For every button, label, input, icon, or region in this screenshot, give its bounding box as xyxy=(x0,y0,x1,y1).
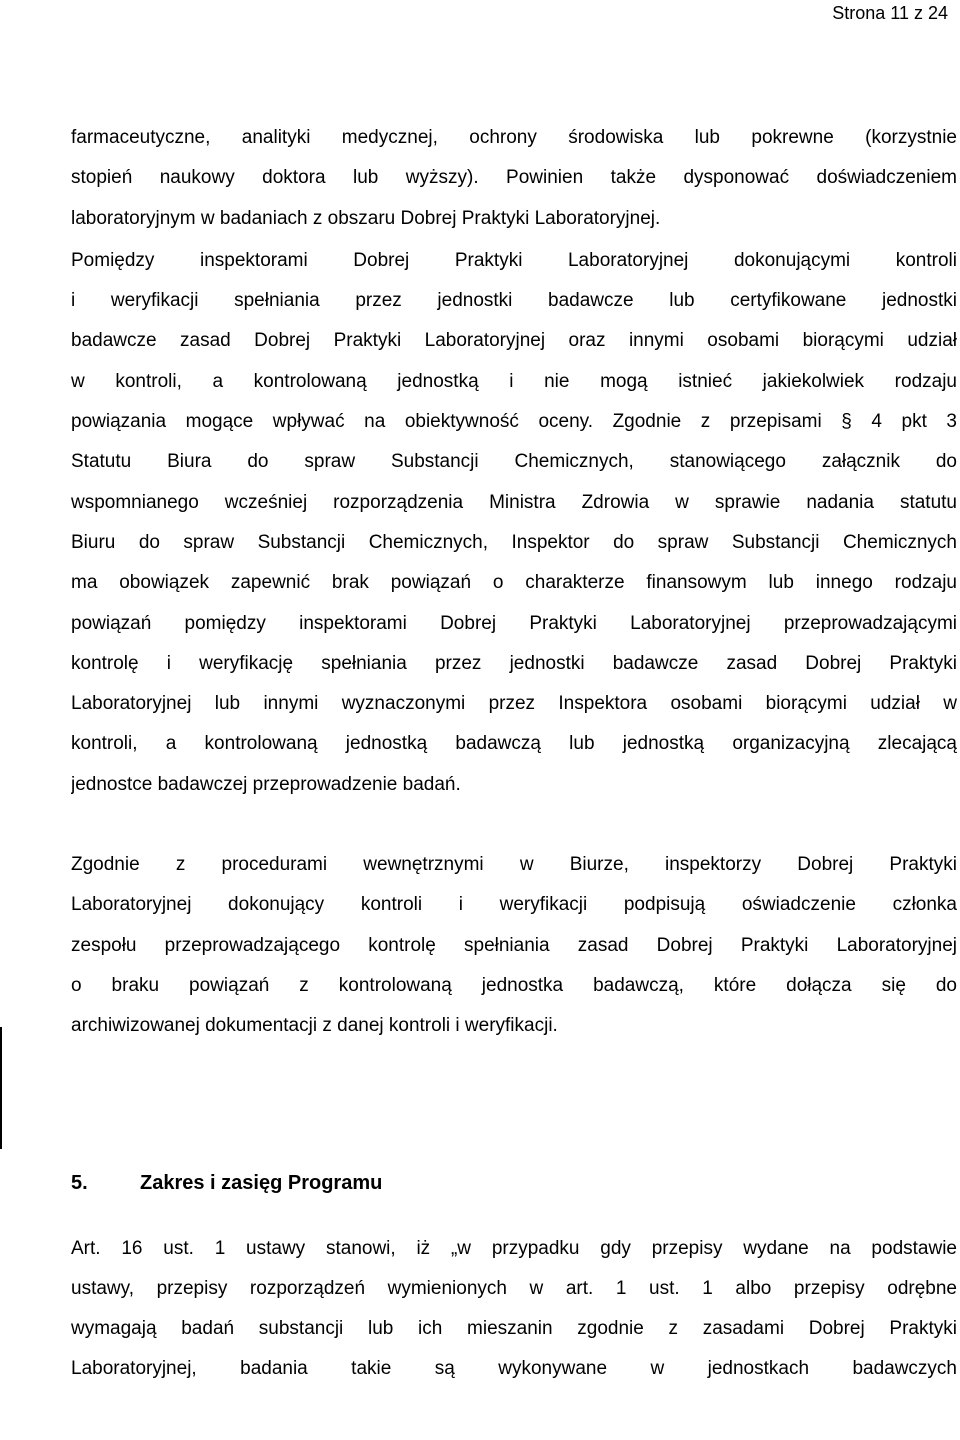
text-line: o braku powiązań z kontrolowaną jednostka badawczą, które dołącza się do xyxy=(71,974,957,996)
paragraph-conflict-of-interest xyxy=(71,241,957,805)
text-line: Zgodnie z procedurami wewnętrznymi w Biurze, inspektorzy Dobrej Praktyki xyxy=(71,854,957,876)
text-line: Biuru do spraw Substancji Chemicznych, Inspektor do spraw Substancji Chemicznych xyxy=(71,531,957,553)
page-number: Strona 11 z 24 xyxy=(832,3,948,23)
text-line: farmaceutyczne, analityki medycznej, ochrony środowiska lub pokrewne (korzystnie xyxy=(71,127,957,148)
paragraph-internal-procedures xyxy=(71,845,957,1046)
text-line: w kontroli, a kontrolowaną jednostką i nie mogą istnieć jakiekolwiek rodzaju xyxy=(71,370,957,392)
paragraph-article-16 xyxy=(71,1229,957,1390)
text-line: badawcze zasad Dobrej Praktyki Laboratoryjnej oraz innymi osobami biorącymi udział xyxy=(71,330,957,352)
text-line: kontrolę i weryfikację spełniania przez jednostki badawcze zasad Dobrej Praktyki xyxy=(71,652,957,674)
text-line: jednostce badawczej przeprowadzenie badań. xyxy=(71,773,461,795)
text-line: wspomnianego wcześniej rozporządzenia Ministra Zdrowia w sprawie nadania statutu xyxy=(71,491,957,513)
text-line: i weryfikacji spełniania przez jednostki badawcze lub certyfikowane jednostki xyxy=(71,290,957,312)
text-line: Art. 16 ust. 1 ustawy stanowi, iż „w przypadku gdy przepisy wydane na podstawie xyxy=(71,1237,957,1259)
text-line: laboratoryjnym w badaniach z obszaru Dobrej Praktyki Laboratoryjnej. xyxy=(71,207,661,229)
text-line: Laboratoryjnej dokonujący kontroli i weryfikacji podpisują oświadczenie członka xyxy=(71,894,957,916)
text-line: Laboratoryjnej, badania takie są wykonywane w jednostkach badawczych xyxy=(71,1358,957,1380)
section-heading xyxy=(71,1170,957,1196)
text-line: powiązań pomiędzy inspektorami Dobrej Praktyki Laboratoryjnej przeprowadzającymi xyxy=(71,612,957,634)
text-line: zespołu przeprowadzającego kontrolę spełniania zasad Dobrej Praktyki Laboratoryjnej xyxy=(71,934,957,956)
text-line: stopień naukowy doktora lub wyższy). Powinien także dysponować doświadczeniem xyxy=(71,167,957,189)
document-body xyxy=(71,118,957,1390)
text-line: Laboratoryjnej lub innymi wyznaczonymi przez Inspektora osobami biorącymi udział w xyxy=(71,693,957,715)
text-line: powiązania mogące wpływać na obiektywność oceny. Zgodnie z przepisami § 4 pkt 3 xyxy=(71,411,957,433)
text-line: archiwizowanej dokumentacji z danej kontroli i weryfikacji. xyxy=(71,1015,558,1037)
section-title: Zakres i zasięg Programu xyxy=(140,1171,383,1194)
text-line: ma obowiązek zapewnić brak powiązań o charakterze finansowym lub innego rodzaju xyxy=(71,572,957,594)
text-line: wymagają badań substancji lub ich mieszanin zgodnie z zasadami Dobrej Praktyki xyxy=(71,1318,957,1340)
section-number: 5. xyxy=(71,1171,88,1194)
text-line: ustawy, przepisy rozporządzeń wymienionych w art. 1 ust. 1 albo przepisy odrębne xyxy=(71,1277,957,1299)
paragraph-qualifications xyxy=(71,118,957,239)
text-line: Statutu Biura do spraw Substancji Chemicznych, stanowiącego załącznik do xyxy=(71,451,957,473)
text-line: Pomiędzy inspektorami Dobrej Praktyki Laboratoryjnej dokonującymi kontroli xyxy=(71,249,957,271)
margin-change-bar xyxy=(0,1027,2,1149)
text-line: kontroli, a kontrolowaną jednostką badawczą lub jednostką organizacyjną zlecającą xyxy=(71,733,957,755)
